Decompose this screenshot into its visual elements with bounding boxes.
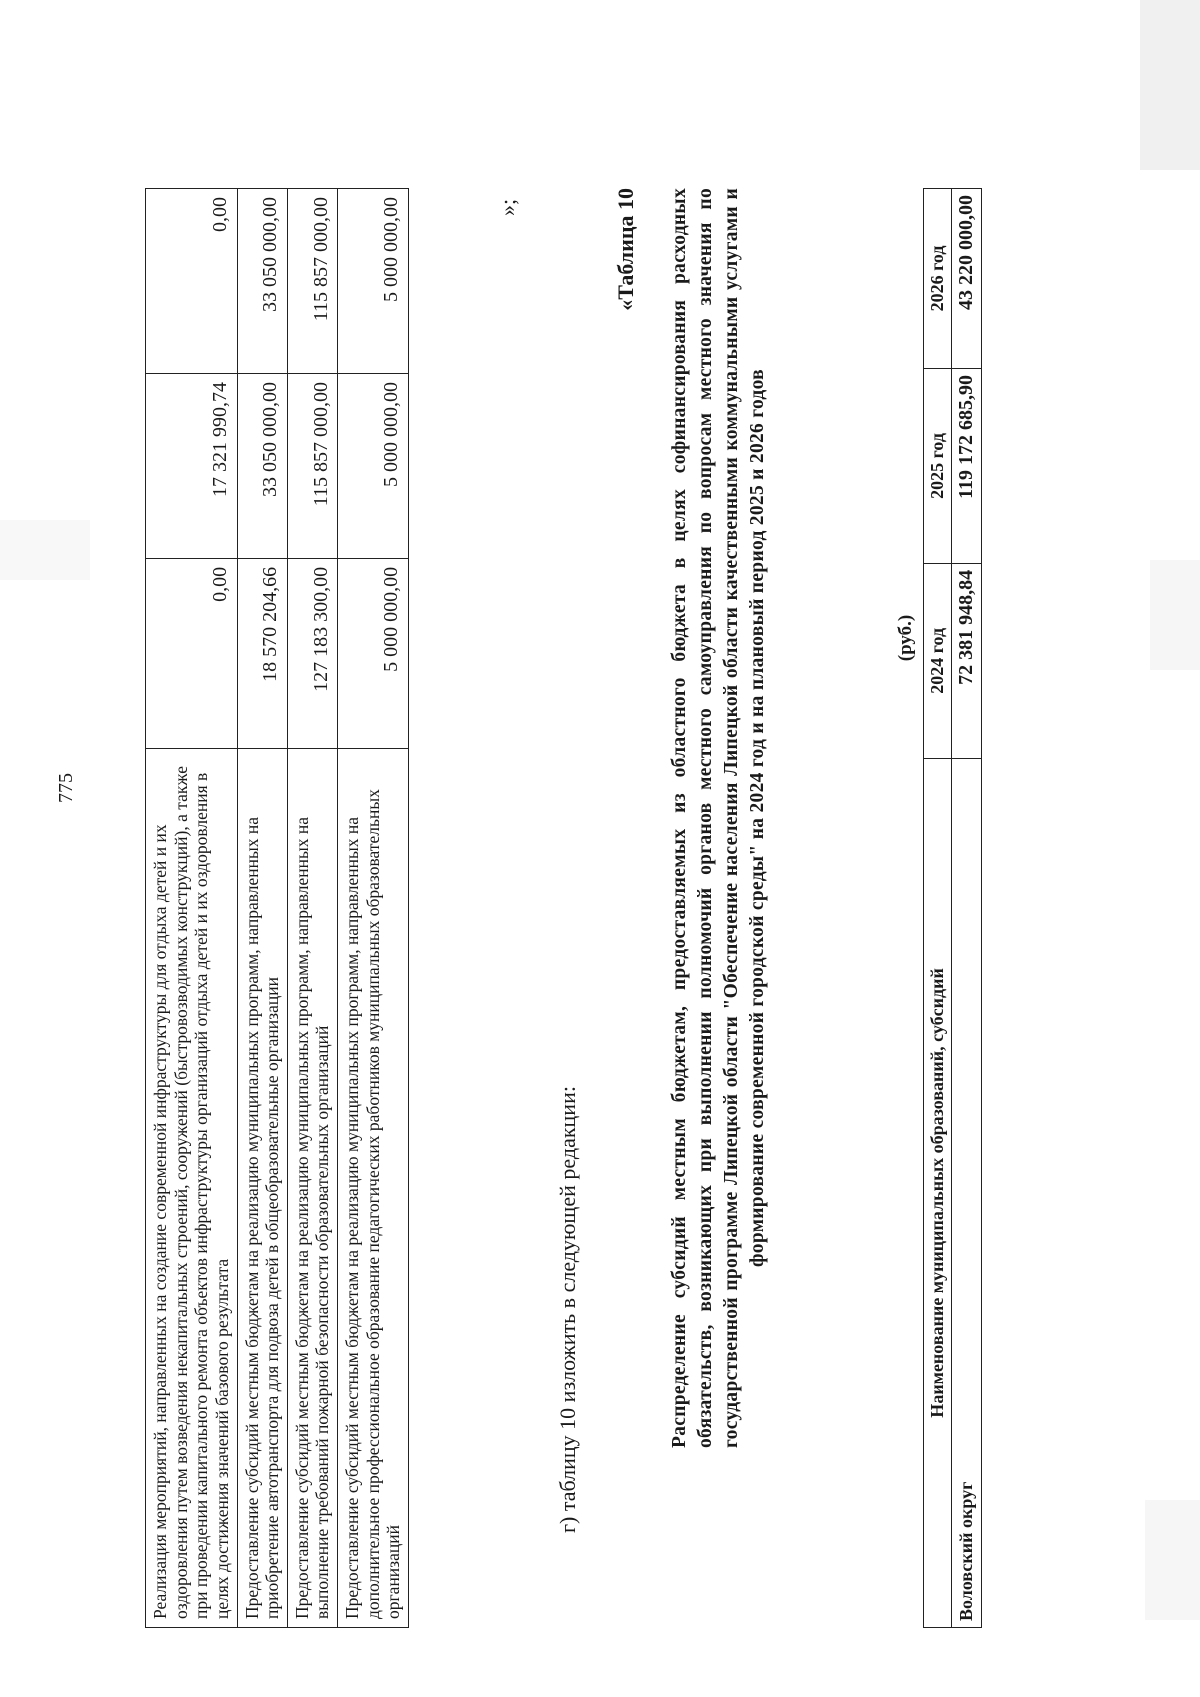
value-2026: 0,00 (146, 189, 238, 374)
row-description: Предоставление субсидий местным бюджетам на реализацию муниципальных программ, направленных на дополнительное профессиональное образование педагогических работников муниципальных образовательных организаций (338, 748, 409, 1627)
table-caption: «Таблица 10 (613, 188, 638, 311)
value-2024: 127 183 300,00 (287, 558, 337, 748)
value-2025: 5 000 000,00 (338, 373, 409, 558)
closing-quote-mark: »; (495, 198, 520, 216)
value-2025: 115 857 000,00 (287, 373, 337, 558)
scan-noise (1150, 560, 1200, 670)
value-2025: 17 321 990,74 (146, 373, 238, 558)
table-row (952, 189, 982, 1628)
rotated-document-page (55, 118, 1015, 1628)
value-2026: 115 857 000,00 (287, 189, 337, 374)
row-description: Предоставление субсидий местным бюджетам на реализацию муниципальных программ, направленных на выполнение требований пожарной безопасности образовательных организаций (287, 748, 337, 1627)
value-2024: 72 381 948,84 (952, 563, 982, 758)
value-2025: 33 050 000,00 (237, 373, 287, 558)
header-2024: 2024 год (924, 563, 952, 758)
row-description: Реализация мероприятий, направленных на создание современной инфраструктуры для отдыха детей и их оздоровления путем возведения некапитальных строений, сооружений (быстровозводимых конструкций), а также при проведении капитального ремонта объектов инфраструктуры организаций отдыха детей и их оздоровления в целях достижения значений базового результата (146, 748, 238, 1627)
page-number: 775 (55, 773, 77, 803)
table-heading: Распределение субсидий местным бюджетам, предоставляемых из областного бюджета в целях софинансирования расходных обязательств, возникающих при выполнении полномочий органов местного самоуправления по вопросам местного значения по государственной программе Липецкой области "Обеспечение населения Липецкой области качественными коммунальными услугами и формирование современной городской среды" на 2024 год и на плановый период 2025 и 2026 годов (669, 188, 769, 1448)
header-2025: 2025 год (924, 368, 952, 563)
value-2025: 119 172 685,90 (952, 368, 982, 563)
value-2024: 18 570 204,66 (237, 558, 287, 748)
municipality-name: Воловский округ (952, 758, 982, 1627)
table-row (237, 189, 287, 1628)
header-2026: 2026 год (924, 189, 952, 369)
value-2024: 5 000 000,00 (338, 558, 409, 748)
table-header-row (924, 189, 952, 1628)
value-2026: 5 000 000,00 (338, 189, 409, 374)
scan-noise (1145, 1500, 1200, 1620)
amendment-instruction: г) таблицу 10 изложить в следующей редакции: (555, 1086, 580, 1533)
distribution-table (923, 188, 982, 1628)
subsidy-programs-table (145, 188, 409, 1628)
scan-noise (1140, 0, 1200, 170)
value-2026: 33 050 000,00 (237, 189, 287, 374)
currency-unit: (руб.) (895, 614, 916, 662)
header-name: Наименование муниципальных образований, субсидий (924, 758, 952, 1627)
table-row (146, 189, 238, 1628)
table-row (287, 189, 337, 1628)
row-description: Предоставление субсидий местным бюджетам на реализацию муниципальных программ, направленных на приобретение автотранспорта для подвоза детей в общеобразовательные организации (237, 748, 287, 1627)
table-row (338, 189, 409, 1628)
value-2024: 0,00 (146, 558, 238, 748)
value-2026: 43 220 000,00 (952, 189, 982, 369)
